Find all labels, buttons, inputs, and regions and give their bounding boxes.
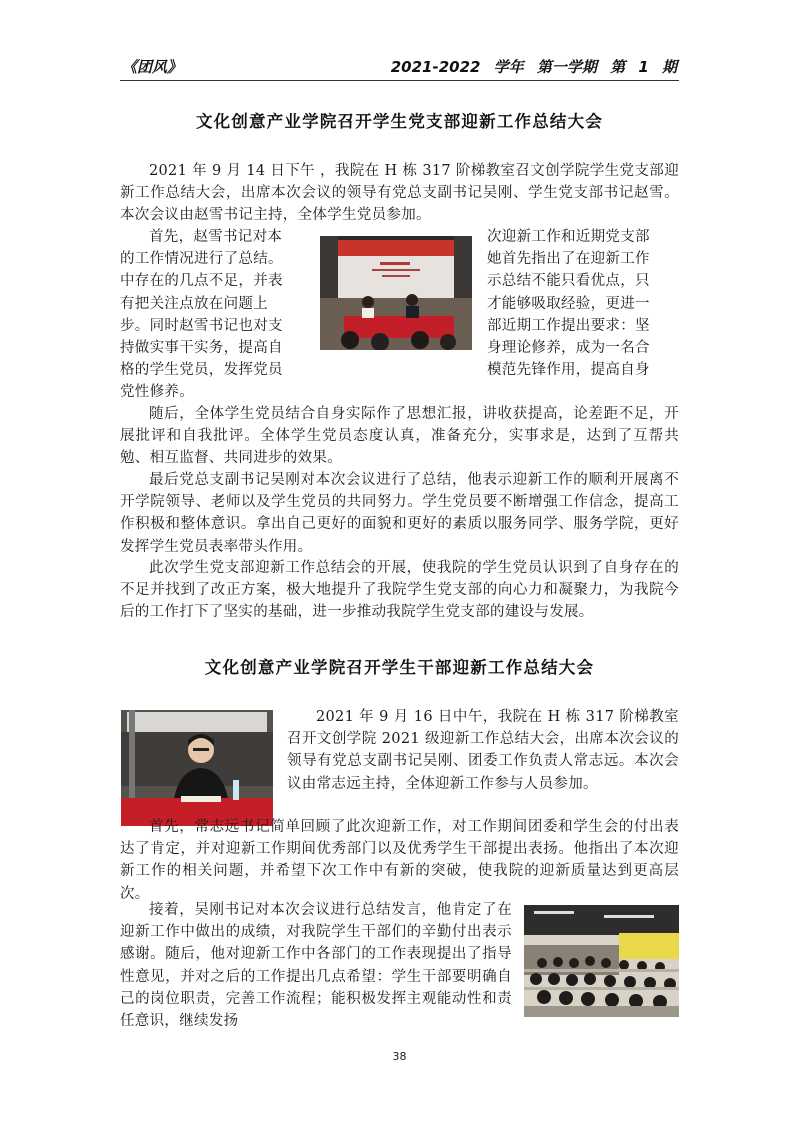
journal-name: 《团风》 — [122, 58, 183, 76]
classroom-meeting-photo — [524, 905, 679, 1017]
article-1-title: 文化创意产业学院召开学生党支部迎新工作总结大会 — [195, 112, 604, 131]
article-2-paragraph-2: 首先，常志远书记简单回顾了此次迎新工作，对工作期间团委和学生会的付出表达了肯定，并对迎新工作期间优秀部门以及优秀学生干部提出表扬。他指出了本次迎新工作的相关问题，并希望下次工作中有新的突破，使我院的迎新质量达到更高层次。 — [120, 819, 679, 902]
article-1-left-line: 格的学生党员，发挥党员 — [120, 362, 283, 379]
article-1-right-line: 她首先指出了在迎新工作 — [487, 251, 650, 268]
article-2-title: 文化创意产业学院召开学生干部迎新工作总结大会 — [204, 658, 595, 677]
speaker-photo — [121, 710, 273, 826]
article-1-left-line: 的工作情况进行了总结。 — [120, 251, 283, 268]
article-1-left-line: 步。同时赵雪书记也对支 — [120, 317, 283, 334]
article-1-left-line: 持做实事干实务，提高自 — [120, 340, 283, 357]
article-1-left-line: 首先，赵雪书记对本 — [149, 229, 283, 245]
article-1-right-line: 部近期工作提出要求：坚 — [487, 317, 650, 334]
article-2-paragraph-1: 2021 年 9 月 16 日中午，我院在 H 栋 317 阶梯教室召开文创学院 2021 级迎新工作总结大会，出席本次会议的领导有党总支副书记吴刚、团委工作负责人常志远。本次会议由常志远主持，全体迎新工作参与人员参加。 — [287, 709, 679, 792]
article-2-paragraph-3: 接着，吴刚书记对本次会议进行总结发言，他肯定了在迎新工作中做出的成绩，对我院学生干部们的辛勤付出表示感谢。随后，他对迎新工作中各部门的工作表现提出了指导性意见，并对之后的工作提出几点希望：学生干部要明确自己的岗位职责，完善工作流程；能积极发挥主观能动性和责任意识，继续发扬 — [120, 902, 512, 1030]
article-1-left-line: 有把关注点放在问题上 — [120, 295, 268, 312]
article-1-paragraph-2-tail: 党性修养。 — [120, 384, 194, 400]
article-1-right-line: 模范先锋作用，提高自身 — [487, 362, 650, 379]
issue-info: 2021-2022 学年 第一学期 第 1 期 — [390, 58, 677, 76]
party-meeting-photo — [320, 236, 472, 350]
article-1-paragraph-2-left — [120, 226, 312, 381]
article-1-right-line: 示总结不能只看优点，只 — [487, 273, 650, 290]
article-1-left-line: 中存在的几点不足，并表 — [120, 273, 283, 290]
article-1-paragraph-4: 最后党总支副书记吴刚对本次会议进行了总结，他表示迎新工作的顺利开展离不开学院领导、老师以及学生党员的共同努力。学生党员要不断增强工作信念，提高工作积极和整体意识。拿出自己更好的面貌和更好的素质以服务同学、服务学院，更好发挥学生党员表率带头作用。 — [120, 472, 679, 555]
article-1-right-line: 身理论修养，成为一名合 — [487, 340, 650, 357]
article-1-right-line: 次迎新工作和近期党支部 — [487, 229, 650, 245]
article-1-paragraph-1: 2021 年 9 月 14 日下午 ，我院在 H 栋 317 阶梯教室召文创学院学生党支部迎新工作总结大会，出席本次会议的领导有党总支副书记吴刚、学生党支部书记赵雪。本次会议由赵雪书记主持，全体学生党员参加。 — [120, 163, 679, 224]
header-divider — [120, 80, 679, 81]
page-number: 38 — [392, 1050, 407, 1063]
article-1-paragraph-2-right — [487, 226, 679, 381]
article-1-right-line: 才能够吸取经验，更进一 — [487, 295, 650, 312]
article-1-paragraph-3: 随后，全体学生党员结合自身实际作了思想汇报，讲收获提高，论差距不足，开展批评和自我批评。全体学生党员态度认真，准备充分，实事求是，达到了互帮共勉、相互监督、共同进步的效果。 — [120, 406, 679, 467]
article-1-paragraph-5: 此次学生党支部迎新工作总结会的开展，使我院的学生党员认识到了自身存在的不足并找到了改正方案，极大地提升了我院学生党支部的向心力和凝聚力，为我院今后的工作打下了坚实的基础，进一步推动我院学生党支部的建设与发展。 — [120, 560, 679, 621]
